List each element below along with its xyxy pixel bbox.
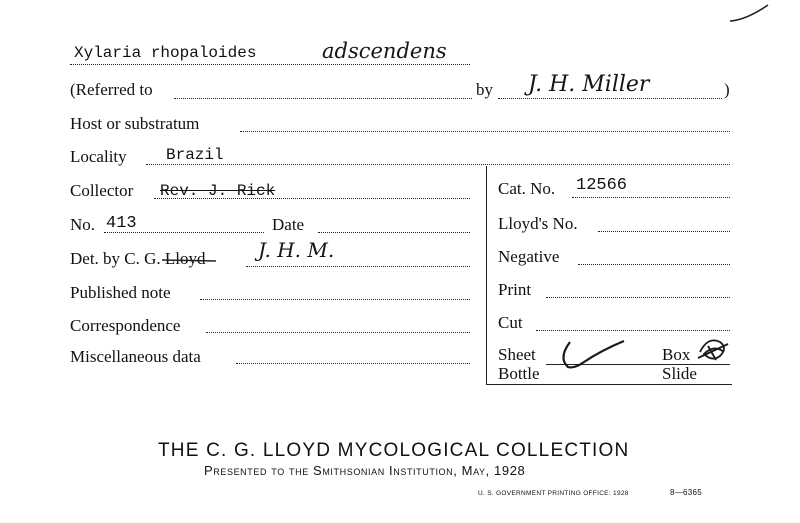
collection-subtitle: Presented to the Smithsonian Institution, May, 1928 [204,463,526,478]
referred-paren-close: ) [724,80,730,99]
print-label: Print [498,280,532,299]
det-strikethrough [160,252,220,266]
collector-line [154,198,470,199]
print-line [546,297,730,298]
box-scribble-mark [694,334,734,366]
correspondence-line [206,332,470,333]
sheet-label: Sheet [498,345,536,364]
collection-title: THE C. G. LLOYD MYCOLOGICAL COLLECTION [158,440,630,461]
no-label: No. [70,215,96,234]
cut-label: Cut [498,313,523,332]
cat-no-label: Cat. No. [498,179,556,198]
lloyds-no-line [598,231,730,232]
referred-by-line [498,98,722,99]
sheet-check-mark [558,336,628,372]
no-value: 413 [106,214,137,233]
negative-label: Negative [498,247,560,266]
collector-label: Collector [70,181,134,200]
lloyds-no-label: Lloyd's No. [498,214,578,233]
misc-data-line [236,363,470,364]
published-note-line [200,299,470,300]
by-label: by [476,80,493,99]
locality-line [146,164,730,165]
cat-no-line [572,197,730,198]
referred-to-label: (Referred to [70,80,153,99]
referred-by-handwritten: J. H. Miller [528,72,650,97]
cut-line [536,330,730,331]
date-label: Date [272,215,305,234]
negative-line [578,264,730,265]
host-line [240,131,730,132]
species-typed [74,44,256,62]
genus-name: Xylaria rhopaloides [74,44,257,62]
det-line [246,266,470,267]
box-label: Box [662,345,691,364]
host-label: Host or substratum [70,114,200,133]
det-by-handwritten: J. H. M. [258,238,335,262]
locality-label: Locality [70,147,127,166]
species-handwritten: adscendens [322,39,447,63]
det-by-label: Det. by C. G. Lloyd [70,249,206,268]
right-box-bottom-border [486,384,732,385]
cat-no-value: 12566 [576,176,628,195]
no-line [104,232,264,233]
bottle-label: Bottle [498,364,540,383]
locality-value: Brazil [166,146,224,164]
date-line [318,232,470,233]
correspondence-label: Correspondence [70,316,181,335]
right-box-left-border [486,166,487,384]
published-note-label: Published note [70,283,171,302]
species-line [70,64,470,65]
printer-note: U. S. GOVERNMENT PRINTING OFFICE: 1928 [478,490,629,497]
referred-to-line [174,98,472,99]
misc-data-label: Miscellaneous data [70,347,201,366]
slide-label: Slide [662,364,697,383]
collector-value: Rev. J. Rick [160,182,276,200]
corner-check-mark [728,2,772,24]
form-code: 8—6365 [670,488,703,497]
